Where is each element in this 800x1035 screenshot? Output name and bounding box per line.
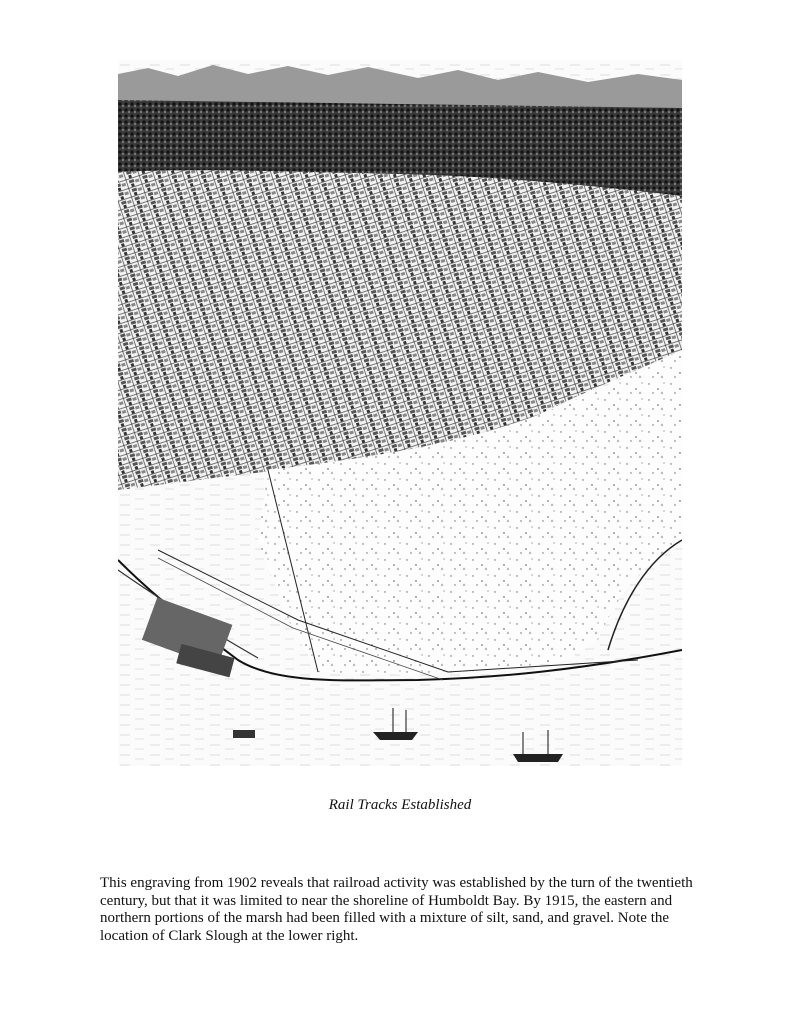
description-paragraph: This engraving from 1902 reveals that railroad activity was established by the turn of the twentieth century, but that it was limited to near the shoreline of Humboldt Bay. By 1915, the eastern and northern portions of the marsh had been filled with a mixture of silt, sand, and gravel. Note the location of Clark Slough at the lower right. xyxy=(100,875,693,944)
figure-caption: Rail Tracks Established xyxy=(328,797,472,813)
engraving-illustration xyxy=(118,60,682,766)
engraving-figure xyxy=(118,60,682,766)
